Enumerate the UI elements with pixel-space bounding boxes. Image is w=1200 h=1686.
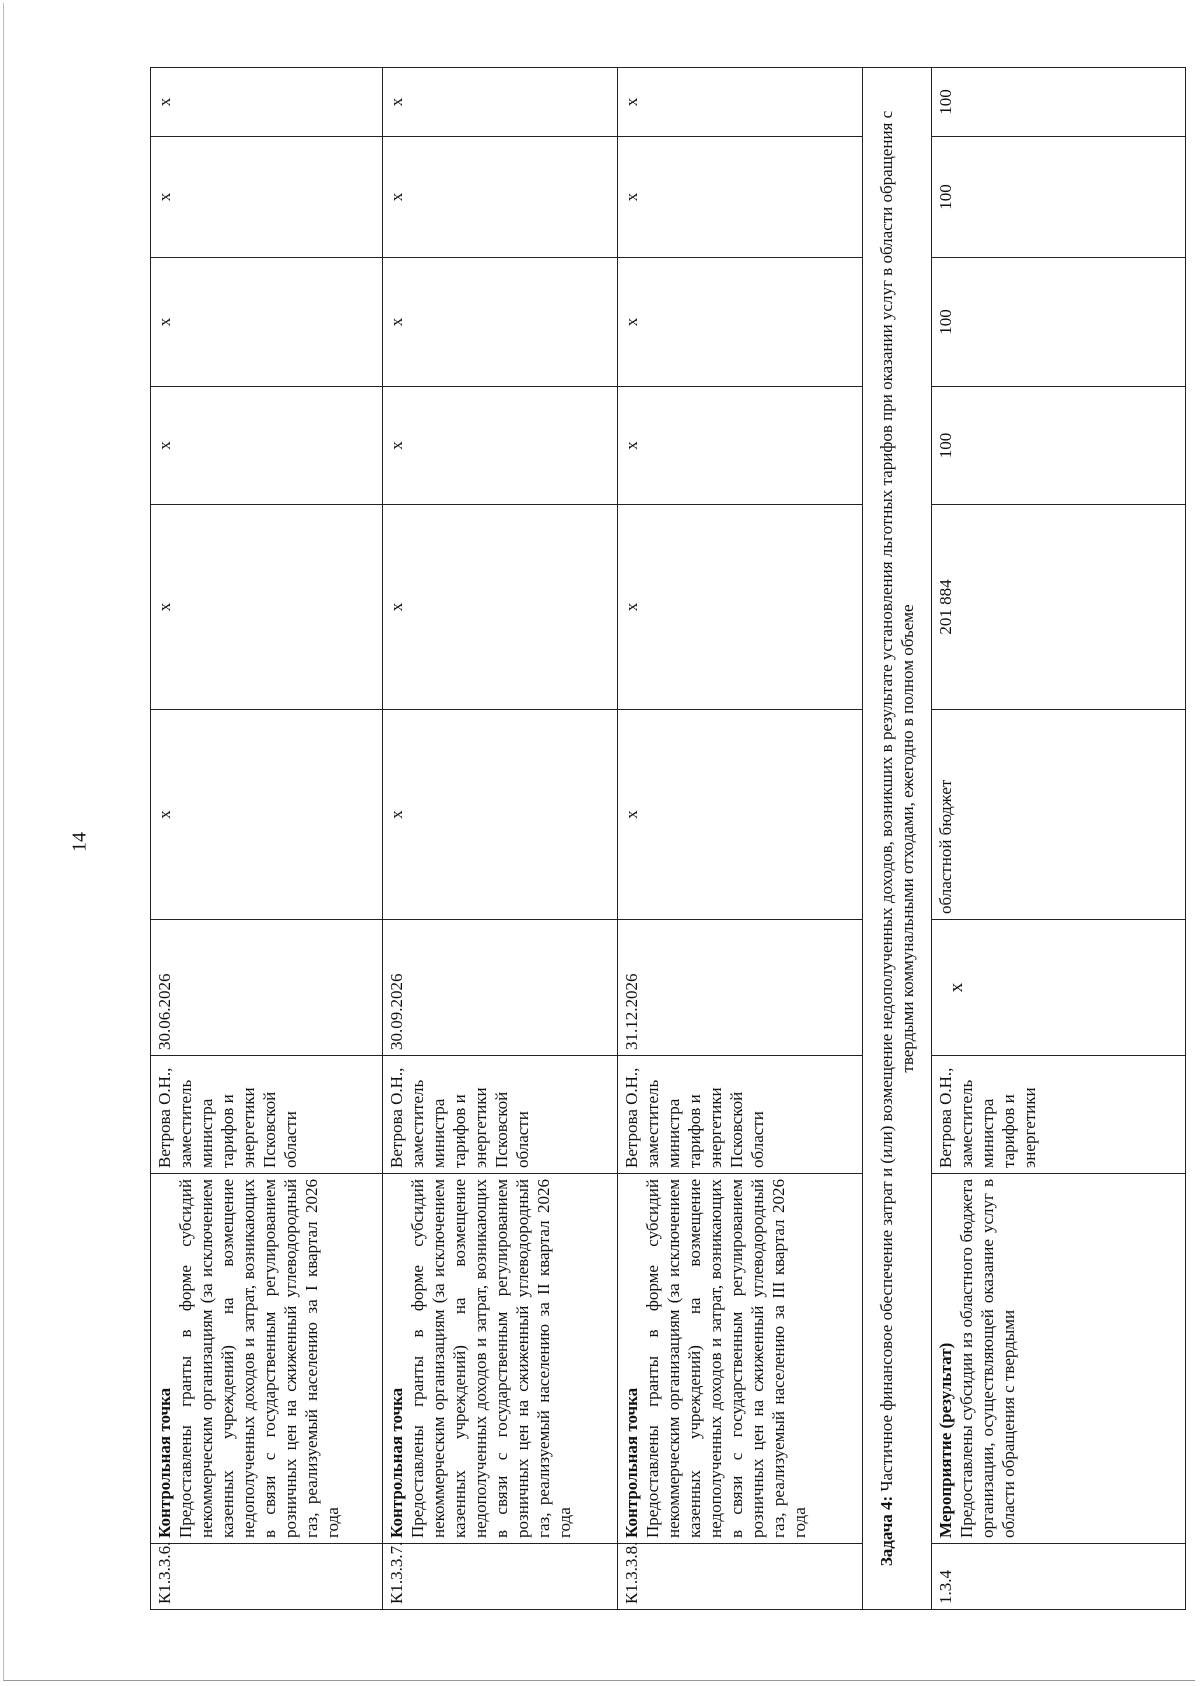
row-cell: x [151, 137, 383, 258]
row-cell: x [383, 710, 618, 920]
row-date: 30.09.2026 [383, 920, 618, 1056]
row-description: Предоставлены гранты в форме субсидий некоммерческим организациям (за исключением казенных учреждений) на возмещение недополученных доходов и затрат, возникающих в связи с государственным регулированием розничных цен на сжиженный углеводородный газ, реализуемый населению за III квартал 2026 года [643, 1179, 809, 1538]
task-cell [863, 68, 932, 1610]
event-amount: 201 884 [932, 505, 1186, 710]
event-value: 100 [932, 68, 1186, 137]
row-cell: x [383, 137, 618, 258]
row-responsible: Ветрова О.Н., заместитель министра тарифов и энергетики Псковской области [618, 1056, 863, 1174]
row-code: К1.3.3.8. [618, 1544, 863, 1610]
row-description: Предоставлены гранты в форме субсидий некоммерческим организациям (за исключением казенных учреждений) на возмещение недополученных доходов и затрат, возникающих в связи с государственным регулированием розничных цен на сжиженный углеводородный газ, реализуемый населению за I квартал 2026 года [176, 1179, 342, 1538]
row-type-label: Контрольная точка [155, 1387, 174, 1538]
table-row [383, 68, 618, 1610]
row-cell: x [383, 505, 618, 710]
row-date: 31.12.2026 [618, 920, 863, 1056]
row-cell: x [383, 68, 618, 137]
measures-table [150, 67, 1186, 1610]
event-value: 100 [932, 137, 1186, 258]
task-label: Задача 4: [877, 1495, 896, 1567]
page-number: 14 [68, 832, 91, 852]
task-row [863, 68, 932, 1610]
row-cell: x [618, 710, 863, 920]
row-date: 30.06.2026 [151, 920, 383, 1056]
row-cell: x [151, 710, 383, 920]
event-source: областной бюджет [932, 710, 1186, 920]
event-responsible: Ветрова О.Н., заместитель министра тарифов и энергетики [932, 1056, 1186, 1174]
rotated-table [150, 68, 1185, 1610]
row-cell: x [618, 258, 863, 387]
event-code: 1.3.4 [932, 1544, 1186, 1610]
row-cell: x [151, 258, 383, 387]
row-cell: x [151, 68, 383, 137]
row-cell: x [151, 505, 383, 710]
row-cell: x [383, 387, 618, 505]
row-cell: x [618, 68, 863, 137]
event-row [932, 68, 1186, 1610]
row-description: Предоставлены гранты в форме субсидий некоммерческим организациям (за исключением казенных учреждений) на возмещение недополученных доходов и затрат, возникающих в связи с государственным регулированием розничных цен на сжиженный углеводородный газ, реализуемый населению за II квартал 2026 года [408, 1179, 574, 1538]
row-cell: x [618, 387, 863, 505]
event-value: 100 [932, 387, 1186, 505]
row-code: К1.3.3.7. [383, 1544, 618, 1610]
row-responsible: Ветрова О.Н., заместитель министра тарифов и энергетики Псковской области [383, 1056, 618, 1174]
row-type-label: Контрольная точка [622, 1387, 641, 1538]
row-cell: x [618, 137, 863, 258]
row-code: К1.3.3.6. [151, 1544, 383, 1610]
task-text: Частичное финансовое обеспечение затрат и (или) возмещение недополученных доходов, возникших в результате установления льготных тарифов при оказании услуг в области обращения с твердыми коммунальными отходами, ежегодно в полном объеме [877, 110, 917, 1492]
row-cell: x [383, 258, 618, 387]
row-description-cell [383, 1174, 618, 1544]
row-cell: x [618, 505, 863, 710]
event-type-label: Мероприятие (результат) [936, 1342, 955, 1538]
event-description-cell [932, 1174, 1186, 1544]
table-row [618, 68, 863, 1610]
event-date: x [932, 920, 1186, 1056]
rotated-table-wrapper [150, 68, 1185, 1610]
event-value: 100 [932, 258, 1186, 387]
row-description-cell [151, 1174, 383, 1544]
row-responsible: Ветрова О.Н., заместитель министра тарифов и энергетики Псковской области [151, 1056, 383, 1174]
event-description: Предоставлены субсидии из областного бюджета организации, осуществляющей оказание услуг в области обращения с твердыми [957, 1179, 1018, 1538]
row-type-label: Контрольная точка [387, 1387, 406, 1538]
row-description-cell [618, 1174, 863, 1544]
row-cell: x [151, 387, 383, 505]
table-row [151, 68, 383, 1610]
